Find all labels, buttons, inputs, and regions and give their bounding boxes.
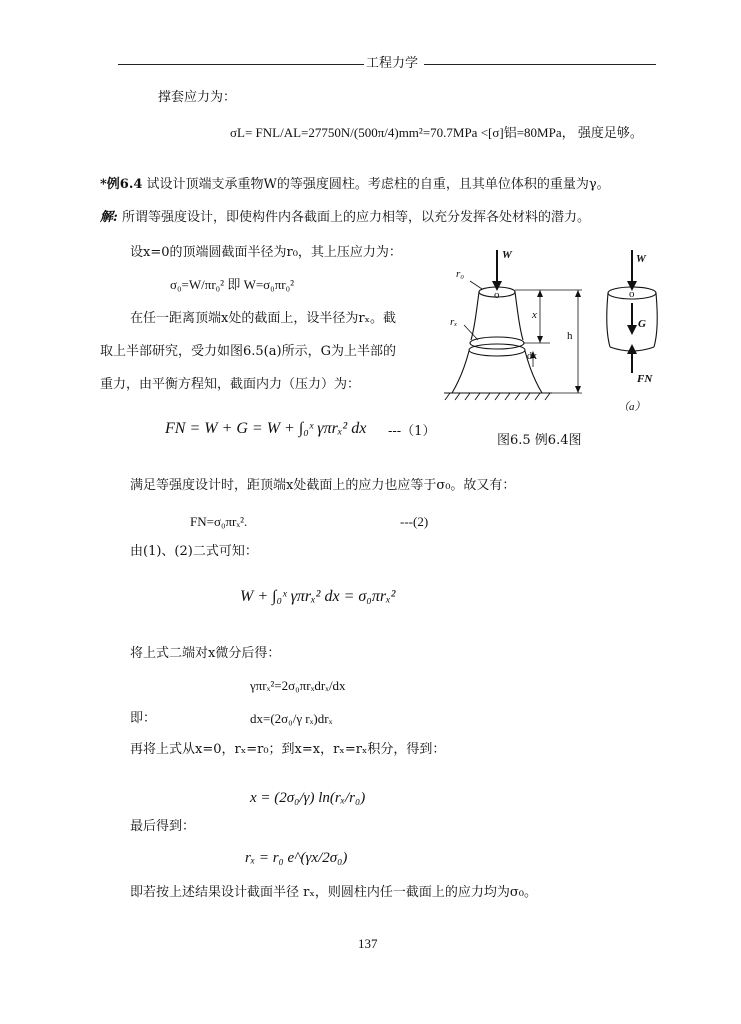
line-sigma0: σ₀=W/πr₀² 即 W=σ₀πr₀²: [170, 277, 295, 292]
equation-2: FN=σ₀πrₓ².: [190, 514, 248, 529]
equation-5: x = (2σ₀/γ) ln(rₓ/r₀): [250, 790, 366, 806]
example-heading: [100, 176, 610, 194]
solution-label: 解:: [100, 210, 118, 225]
line-from-eqs: 由(1)、(2)二式可知：: [130, 544, 258, 559]
solution-heading: [100, 209, 590, 227]
line-finally: 最后得到：: [130, 819, 196, 834]
header-rule-left: [118, 64, 364, 65]
equation-6: rₓ = r₀ e^(γx/2σ₀): [245, 850, 348, 866]
example-label: *例6.4: [100, 177, 143, 192]
example-text: 试设计顶端支承重物W的等强度圆柱。考虑柱的自重，且其单位体积的重量为γ。: [142, 177, 610, 192]
fig-label-w1: W: [502, 249, 512, 261]
line-differentiate: 将上式二端对x微分后得：: [130, 646, 281, 661]
line-namely: 即：: [130, 711, 157, 726]
fig-label-dx: dx: [527, 351, 537, 362]
fig-label-o2: o: [629, 288, 635, 300]
equation-dx: dx=(2σ₀/γ rₓ)drₓ: [250, 711, 333, 726]
line-section-x: 在任一距离顶端x处的截面上，设半径为rₓ。截: [130, 311, 397, 326]
equation-4: γπrₓ²=2σ₀πrₓdrₓ/dx: [250, 678, 346, 693]
solution-text: 所谓等强度设计，即使构件内各截面上的应力相等，以充分发挥各处材料的潜力。: [117, 210, 590, 225]
fig-label-o1: o: [494, 289, 500, 301]
fig-label-rx: rₓ: [450, 316, 458, 328]
fig-label-g: G: [638, 318, 646, 330]
fig-label-r0: r₀: [456, 268, 465, 280]
line-equal-strength: 满足等强度设计时，距顶端x处截面上的应力也应等于σ₀。故又有：: [130, 478, 516, 493]
fig-label-x: x: [532, 309, 537, 321]
line-integrate: 再将上式从x=0，rₓ=r₀；到x=x，rₓ=rₓ积分，得到：: [130, 742, 446, 757]
pillar-diagram: [444, 250, 582, 400]
free-body-diagram: [607, 250, 658, 373]
fig-label-h: h: [567, 330, 573, 342]
fig-label-fn: FN: [637, 373, 653, 385]
fig-sub-label: （a）: [618, 401, 646, 413]
line-support-stress: 撑套应力为：: [158, 90, 237, 105]
header-rule-right: [424, 64, 656, 65]
figure-6-5: [440, 245, 660, 455]
line-stress-check: σL= FNL/AL=27750N/(500π/4)mm²=70.7MPa <[σ]铝=80MPa， 强度足够。: [230, 125, 643, 140]
equation-1-tag: ---（1）: [388, 424, 436, 439]
header-title: 工程力学: [366, 56, 419, 71]
line-top-section: 设x=0的顶端圆截面半径为r₀，其上压应力为：: [130, 245, 402, 260]
figure-caption: 图6.5 例6.4图: [497, 433, 582, 448]
page-number: 137: [358, 936, 378, 951]
equation-3: W + ∫₀ˣ γπrₓ² dx = σ₀πrₓ²: [240, 588, 396, 605]
line-upper-half: 取上半部研究，受力如图6.5(a)所示，G为上半部的: [100, 344, 396, 359]
fig-label-w2: W: [636, 253, 646, 265]
line-conclusion: 即若按上述结果设计截面半径 rₓ，则圆柱内任一截面上的应力均为σ₀。: [130, 885, 537, 900]
equation-2-tag: ---(2): [400, 514, 429, 529]
equation-1: FN = W + G = W + ∫₀ˣ γπrₓ² dx: [165, 420, 367, 437]
line-equilibrium: 重力，由平衡方程知，截面内力（压力）为：: [100, 377, 361, 392]
